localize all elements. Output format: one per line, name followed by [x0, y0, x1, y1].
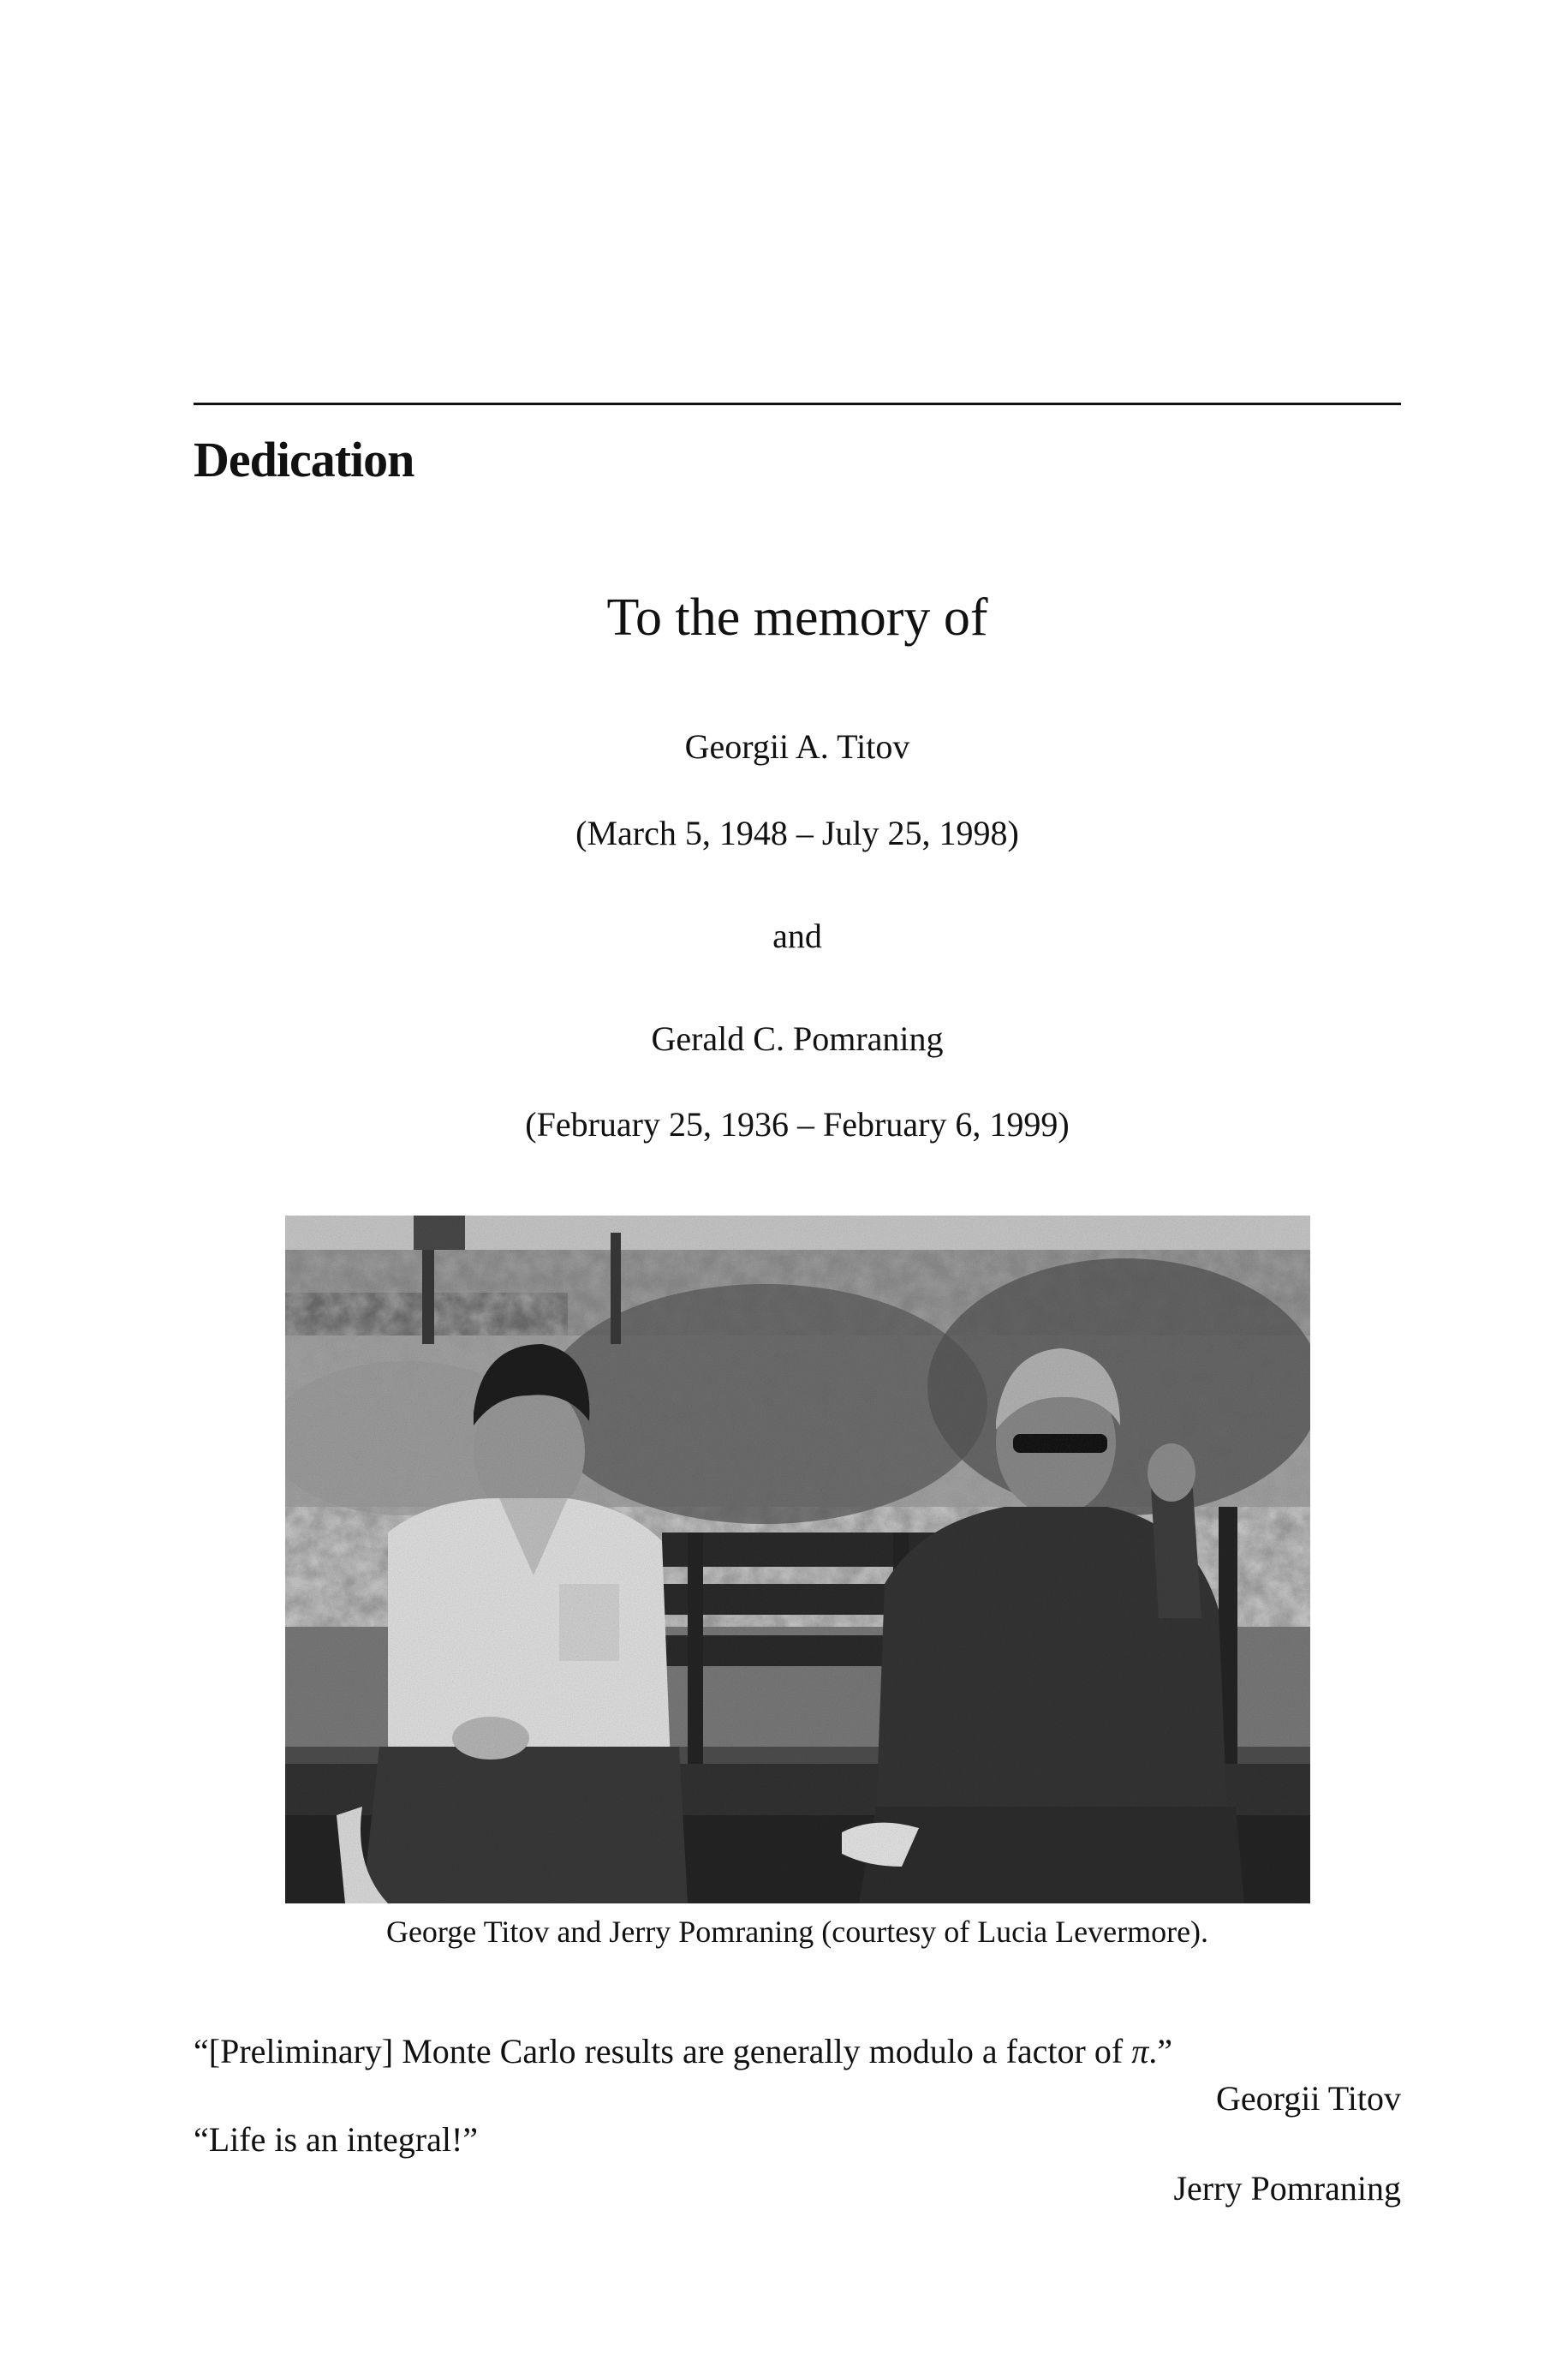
header-rule [194, 403, 1401, 405]
quote-titov [194, 2034, 1172, 2069]
person2-name: Gerald C. Pomraning [651, 1019, 944, 1058]
person2-dates: (February 25, 1936 – February 6, 1999) [525, 1105, 1070, 1144]
quote-titov-attribution: Georgii Titov [1216, 2079, 1401, 2118]
quote-titov-end: .” [1148, 2032, 1172, 2070]
quote-pomraning-attribution: Jerry Pomraning [1173, 2169, 1401, 2208]
person1-dates: (March 5, 1948 – July 25, 1998) [575, 814, 1019, 852]
quote-pomraning: “Life is an integral!” [194, 2120, 479, 2159]
dedication-conjunction: and [772, 917, 822, 955]
photo-titov-pomraning [285, 1216, 1310, 1903]
dedication-intro: To the memory of [606, 589, 988, 647]
person1-name: Georgii A. Titov [684, 727, 910, 766]
pi-symbol: π [1131, 2032, 1149, 2070]
photo-caption: George Titov and Jerry Pomraning (courtesy of Lucia Levermore). [385, 1915, 1209, 1949]
quote-titov-text: “[Preliminary] Monte Carlo results are generally modulo a factor of [194, 2032, 1132, 2070]
page-title: Dedication [194, 432, 414, 487]
